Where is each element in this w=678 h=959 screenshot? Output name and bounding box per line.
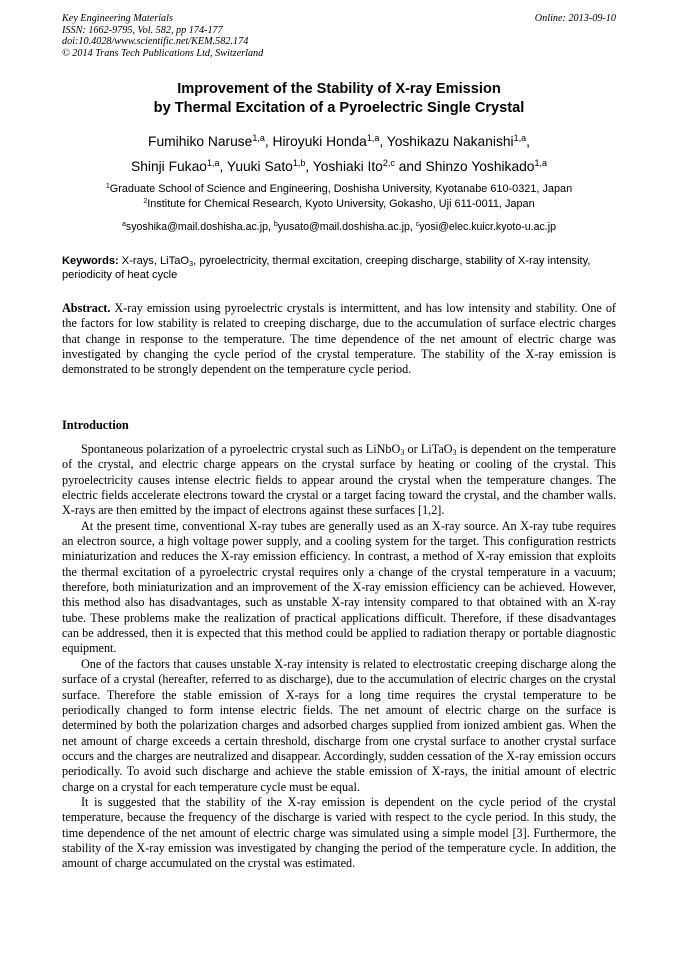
- paragraph-text: Spontaneous polarization of a pyroelectric crystal such as LiNbO: [81, 442, 401, 456]
- subscript: 3: [452, 448, 457, 457]
- email-link[interactable]: yosi@elec.kuicr.kyoto-u.ac.jp: [419, 221, 556, 233]
- affiliation: [62, 197, 616, 212]
- abstract-text: X-ray emission using pyroelectric crystals is intermittent, and has low intensity and stability. One of the factors for low stability is related to creeping discharge, due to the accumulation of surface electric charges that change in response to the temperature. The time dependence of the net amount of electric charge was investigated by changing the cycle period of the crystal temperature. The stability of the X-ray emission is demonstrated to be strongly dependent on the temperature cycle period.: [62, 301, 616, 377]
- author-separator: ,: [526, 134, 530, 149]
- author-affiliation-mark: 1,a: [206, 157, 220, 168]
- paper-title: [62, 80, 616, 118]
- author-name: Yuuki Sato: [226, 158, 293, 174]
- paragraph-text: or LiTaO: [404, 442, 453, 456]
- abstract-label: Abstract.: [62, 301, 111, 315]
- author-affiliation-mark: 1,a: [252, 133, 265, 143]
- author: [426, 159, 547, 174]
- email-separator: ,: [267, 221, 274, 233]
- author-name: Hiroyuki Honda: [272, 134, 367, 149]
- email-mark: c: [415, 221, 420, 228]
- paragraph: At the present time, conventional X-ray tubes are generally used as an X-ray source. An X-ray tube requires an electron source, a high voltage power supply, and a cooling system for the target. This configuration restricts miniaturization and reduces the X-ray emission efficiency. In contrast, a method of X-ray emission that exploits the thermal excitation of a pyroelectric crystal requires only a change of the crystal temperature in a vacuum; therefore, both miniaturization and an improvement of the X-ray emission efficiency can be achieved. However, this method also has disadvantages, such as unstable X-ray intensity compared to that obtained with an X-ray tube. These problems make the realization of practical applications difficult. Therefore, if these disadvantages can be addressed, then it is expected that this method could be applied to radiation therapy or portable diagnostic equipment.: [62, 518, 616, 656]
- author: [227, 159, 305, 174]
- author-separator: ,: [219, 158, 227, 174]
- keywords-subscript: 3: [189, 259, 194, 268]
- online-date: Online: 2013-09-10: [534, 13, 616, 24]
- email-mark: a: [122, 221, 126, 228]
- paragraph: [62, 442, 616, 519]
- journal-doi: doi:10.4028/www.scientific.net/KEM.582.174: [62, 36, 249, 48]
- section-heading-introduction: Introduction: [62, 418, 129, 432]
- author-name: Fumihiko Naruse: [148, 134, 253, 149]
- author-separator: ,: [379, 134, 387, 149]
- keywords-text-end: , pyroelectricity, thermal excitation, creeping discharge, stability of X-ray intensity, periodicity of heat cycle: [62, 255, 591, 281]
- author-list: [62, 130, 616, 179]
- author: [131, 159, 219, 174]
- keywords-text-start: X-rays, LiTaO: [118, 255, 189, 267]
- paragraph: One of the factors that causes unstable X-ray intensity is related to electrostatic creeping discharge along the surface of a crystal (hereafter, referred to as discharge), due to the accumulation of electric charges on the crystal surface. Therefore the stable emission of X-rays for a long time requires the crystal temperature to be periodically changed to form intense electric fields. The net amount of electric charge on the surface is determined by both the polarization charges and adsorbed charges supplied from ionized ambient gas. When the net amount of charge exceeds a certain threshold, discharge from one crystal surface to another crystal surface occurs and the charges are neutralized and disappear. Accordingly, sudden cessation of the X-ray emission occurs periodically. To avoid such discharge and achieve the stable emission of X-rays, the initial amount of electric charge on a crystal for each temperature cycle must be equal.: [62, 656, 616, 794]
- journal-name: Key Engineering Materials: [62, 13, 173, 24]
- author-name: Yoshikazu Nakanishi: [386, 134, 514, 149]
- journal-issn: ISSN: 1662-9795, Vol. 582, pp 174-177: [62, 24, 223, 36]
- email-link[interactable]: yusato@mail.doshisha.ac.jp: [277, 221, 410, 233]
- affiliations: [62, 182, 616, 212]
- title-line-1: Improvement of the Stability of X-ray Emission: [177, 81, 501, 97]
- paragraph-text: is dependent on the temperature of the crystal, and electric charge appears on the crystal surface by heating or cooling of the crystal. This pyroelectricity causes intense electric fields to appear around the crystal when the temperature changes. The electric fields accelerate electrons toward the crystal or a target facing toward the crystal, and the chamber walls. X-rays are then emitted by the impact of electrons against these surfaces [1,2].: [62, 442, 616, 518]
- author-separator: and: [394, 158, 426, 174]
- title-line-2: by Thermal Excitation of a Pyroelectric Single Crystal: [153, 100, 525, 116]
- author-affiliation-mark: 2,c: [382, 157, 395, 168]
- introduction-body: [62, 442, 616, 872]
- affiliation-text: Graduate School of Science and Engineering, Doshisha University, Kyotanabe 610-0321, Japan: [109, 183, 573, 195]
- email-separator: ,: [409, 221, 416, 233]
- author: [273, 134, 380, 149]
- paragraph: It is suggested that the stability of the X-ray emission is dependent on the cycle period of the crystal temperature, because the frequency of the discharge is varied with respect to the cycle period. In this study, the time dependence of the net amount of electric charge was simulated using a simple model [3]. Furthermore, the stability of the X-ray emission was investigated by changing the period of the temperature cycle. In addition, the amount of charge accumulated on the crystal was estimated.: [62, 794, 616, 871]
- author-name: Shinzo Yoshikado: [425, 158, 535, 174]
- author-affiliation-mark: 1,a: [534, 157, 547, 168]
- keywords: [62, 254, 616, 282]
- affiliation-text: Institute for Chemical Research, Kyoto University, Gokasho, Uji 611-0011, Japan: [147, 198, 535, 210]
- author: [387, 134, 526, 149]
- author: [148, 134, 265, 149]
- keywords-label: Keywords:: [62, 255, 119, 267]
- email-list: [62, 220, 616, 234]
- affiliation-mark: 2: [143, 198, 148, 205]
- abstract: [62, 301, 616, 377]
- affiliation: [62, 182, 616, 197]
- email-mark: b: [273, 221, 278, 228]
- journal-copyright: © 2014 Trans Tech Publications Ltd, Switzerland: [62, 47, 264, 59]
- author-separator: ,: [305, 158, 313, 174]
- author-name: Shinji Fukao: [131, 158, 207, 174]
- author-affiliation-mark: 1,a: [366, 133, 380, 143]
- author-affiliation-mark: 1,a: [513, 133, 527, 143]
- affiliation-mark: 1: [105, 183, 110, 190]
- email-link[interactable]: syoshika@mail.doshisha.ac.jp: [125, 221, 268, 233]
- author-name: Yoshiaki Ito: [312, 158, 383, 174]
- author-separator: ,: [264, 134, 273, 149]
- journal-header: [62, 13, 616, 59]
- author: [313, 159, 395, 174]
- author-affiliation-mark: 1,b: [292, 157, 306, 168]
- subscript: 3: [400, 448, 405, 457]
